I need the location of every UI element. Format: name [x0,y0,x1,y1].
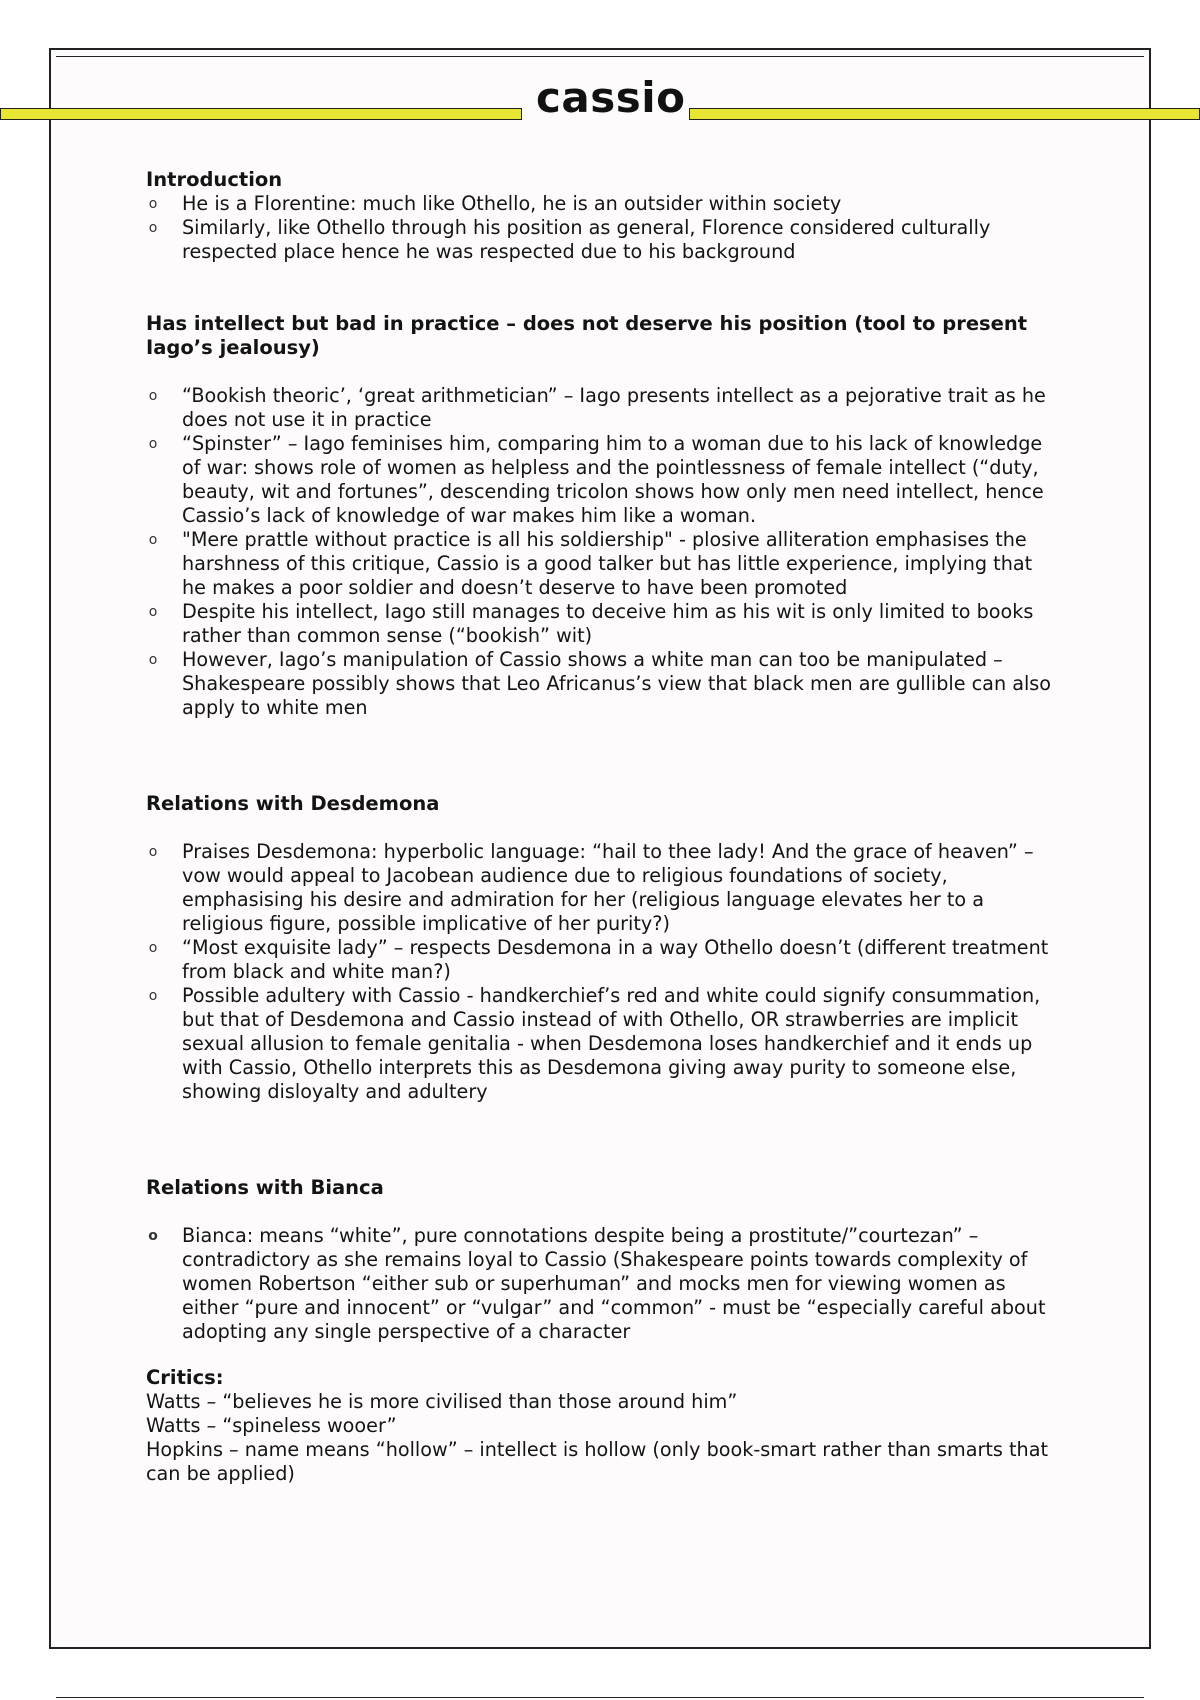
bullet-icon: o [148,532,158,548]
introduction-list [146,192,1056,264]
list-item [146,984,1056,1104]
list-item [146,600,1056,648]
frame-inner-rule [56,56,1144,57]
list-item [146,432,1056,528]
list-item-text: “Most exquisite lady” – respects Desdemona in a way Othello doesn’t (different treatment from black and white man?) [182,936,1049,983]
list-item [146,936,1056,984]
title-band-right [689,108,1200,120]
list-item [146,384,1056,432]
section-heading-desdemona: Relations with Desdemona [146,792,440,815]
bullet-icon: o [148,844,158,860]
intellect-list [146,384,1056,720]
bullet-icon: o [148,988,158,1004]
bullet-icon: o [148,388,158,404]
list-item-text: However, Iago’s manipulation of Cassio shows a white man can too be manipulated – Shakespeare possibly shows that Leo Africanus’s view that black men are gullible can also apply to white men [182,648,1052,719]
section-heading-intellect: Has intellect but bad in practice – does not deserve his position (tool to present Iago’s jealousy) [146,312,1028,359]
list-item-text: “Bookish theoric’, ‘great arithmetician” – Iago presents intellect as a pejorative trait as he does not use it in practice [182,384,1046,431]
critic-quote: Hopkins – name means “hollow” – intellect is hollow (only book-smart rather than smarts that can be applied) [146,1438,1048,1485]
list-item-text: Despite his intellect, Iago still manages to deceive him as his wit is only limited to books rather than common sense (“bookish” wit) [182,600,1034,647]
critics-heading: Critics: [146,1366,224,1389]
bianca-list [146,1224,1056,1344]
list-item [146,192,1056,216]
list-item-text: “Spinster” – Iago feminises him, comparing him to a woman due to his lack of knowledge of war: shows role of women as helpless and the pointlessness of female intellect (“duty, beauty, wit and fortunes”, descending tricolon shows how only men need intellect, hence Cassio’s lack of knowledge of war makes him like a woman. [182,432,1044,527]
title-band-left [0,108,522,120]
document-body [146,168,1056,1486]
critic-quote: Watts – “spineless wooer” [146,1414,397,1437]
footer-rule [56,1697,1144,1698]
section-heading-introduction: Introduction [146,168,283,191]
desdemona-list [146,840,1056,1104]
bullet-icon: o [148,196,158,212]
list-item-text: Praises Desdemona: hyperbolic language: “hail to thee lady! And the grace of heaven” – vow would appeal to Jacobean audience due to religious foundations of society, emphasising his desire and admiration for her (religious language elevates her to a religious figure, possible implicative of her purity?) [182,840,1034,935]
list-item [146,528,1056,600]
bullet-icon: o [148,436,158,452]
list-item-text: Similarly, like Othello through his position as general, Florence considered culturally respected place hence he was respected due to his background [182,216,991,263]
list-item [146,1224,1056,1344]
list-item [146,216,1056,264]
bullet-icon: o [148,1228,158,1244]
page-title: cassio [536,73,686,122]
bullet-icon: o [148,652,158,668]
section-heading-bianca: Relations with Bianca [146,1176,384,1199]
critic-quote: Watts – “believes he is more civilised than those around him” [146,1390,738,1413]
list-item-text: He is a Florentine: much like Othello, he is an outsider within society [182,192,842,215]
list-item [146,840,1056,936]
bullet-icon: o [148,220,158,236]
list-item [146,648,1056,720]
bullet-icon: o [148,604,158,620]
list-item-text: Bianca: means “white”, pure connotations despite being a prostitute/”courtezan” – contradictory as she remains loyal to Cassio (Shakespeare points towards complexity of women Robertson “either sub or superhuman” and mocks men for viewing women as either “pure and innocent” or “vulgar” and “common” - must be “especially careful about adopting any single perspective of a character [182,1224,1046,1343]
list-item-text: "Mere prattle without practice is all his soldiership" - plosive alliteration emphasises the harshness of this critique, Cassio is a good talker but has little experience, implying that he makes a poor soldier and doesn’t deserve to have been promoted [182,528,1033,599]
list-item-text: Possible adultery with Cassio - handkerchief’s red and white could signify consummation, but that of Desdemona and Cassio instead of with Othello, OR strawberries are implicit sexual allusion to female genitalia - when Desdemona loses handkerchief and it ends up with Cassio, Othello interprets this as Desdemona giving away purity to someone else, showing disloyalty and adultery [182,984,1041,1103]
bullet-icon: o [148,940,158,956]
